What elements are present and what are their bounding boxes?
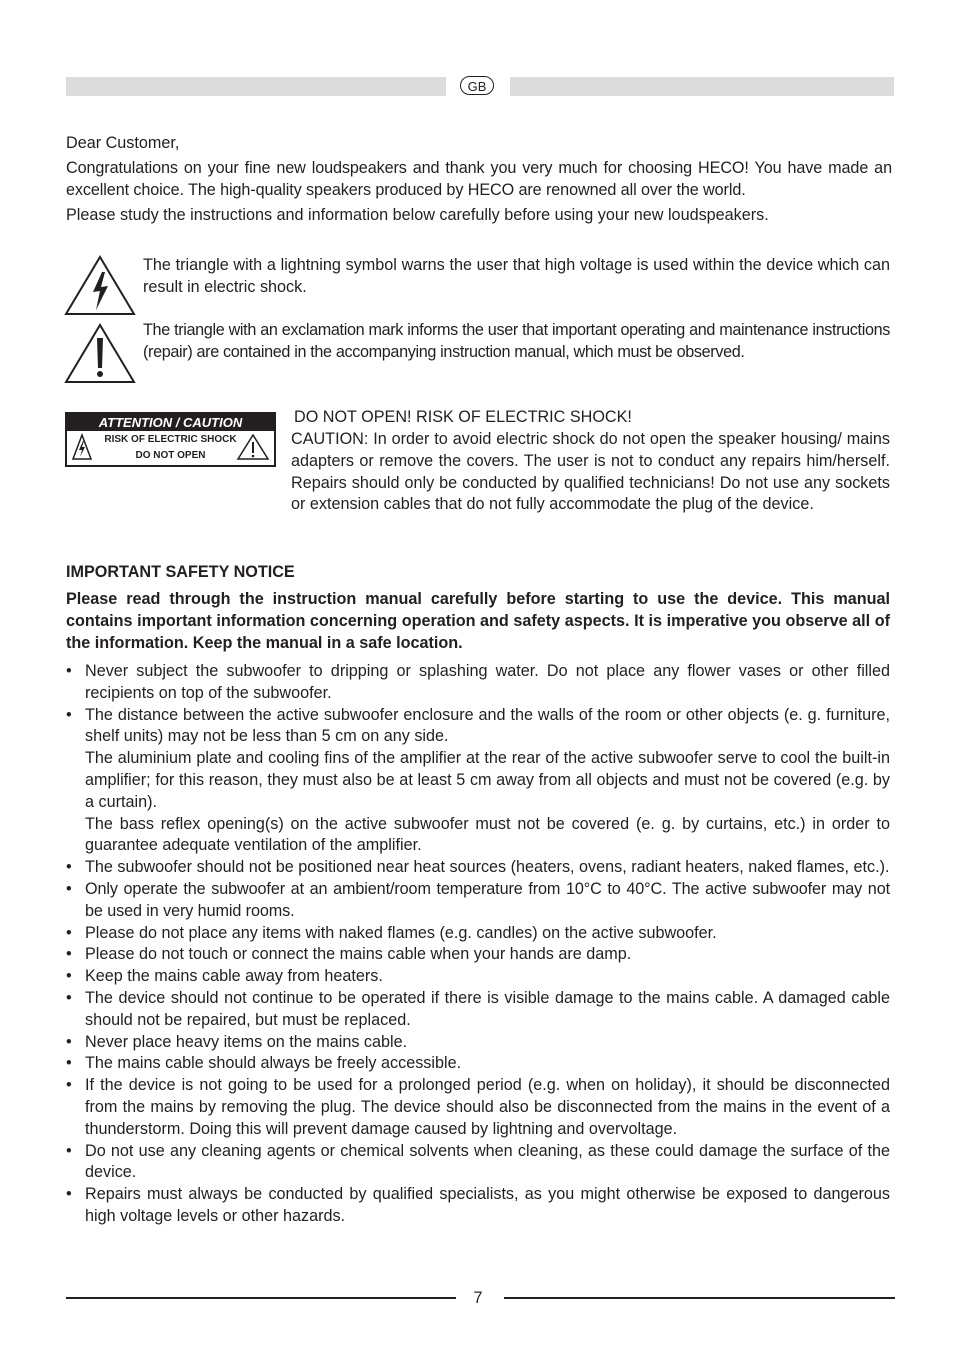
exclamation-warning-text: The triangle with an exclamation mark informs the user that important operating and maintenance instructions (repair) are contained in the accompanying instruction manual, which must be observed.: [143, 321, 890, 361]
caution-label-heading: ATTENTION / CAUTION: [67, 414, 274, 431]
safety-intro: Please read through the instruction manual carefully before starting to use the device. This manual contains important information concerning operation and safety aspects. It is imperative you observe all of the information. Keep the manual in a safe location.: [66, 590, 890, 652]
list-item: • Never place heavy items on the mains cable.: [66, 1032, 890, 1054]
lightning-warning-text: The triangle with a lightning symbol warns the user that high voltage is used within the device which can result in electric shock.: [143, 256, 890, 296]
exclamation-warning-icon: [236, 432, 270, 462]
list-item: • Please do not place any items with naked flames (e.g. candles) on the active subwoofer.: [66, 923, 890, 945]
caution-label-line-2: DO NOT OPEN: [135, 450, 206, 461]
list-item: • Do not use any cleaning agents or chemical solvents when cleaning, as these could damage the surface of the device.: [66, 1141, 890, 1185]
safety-list: [66, 661, 890, 1228]
list-item: • Keep the mains cable away from heaters.: [66, 966, 890, 988]
list-item: • Never subject the subwoofer to dripping or splashing water. Do not place any flower vases or other filled recipients on top of the subwoofer.: [66, 661, 890, 705]
safety-heading: IMPORTANT SAFETY NOTICE: [66, 563, 295, 581]
list-item: • The device should not continue to be operated if there is visible damage to the mains cable. A damaged cable should not be repaired, but must be replaced.: [66, 988, 890, 1032]
caution-title: DO NOT OPEN! RISK OF ELECTRIC SHOCK!: [294, 408, 632, 426]
caution-label-line-1: RISK OF ELECTRIC SHOCK: [104, 434, 237, 445]
list-item: • Please do not touch or connect the mains cable when your hands are damp.: [66, 944, 890, 966]
list-item: • Only operate the subwoofer at an ambient/room temperature from 10°C to 40°C. The active subwoofer may not be used in very humid rooms.: [66, 879, 890, 923]
list-item: • Repairs must always be conducted by qualified specialists, as you might otherwise be exposed to dangerous high voltage levels or other hazards.: [66, 1184, 890, 1228]
page-number: 7: [473, 1289, 483, 1307]
language-badge: GB: [460, 76, 494, 95]
lightning-warning-icon: [64, 254, 136, 316]
intro-paragraph-1: Congratulations on your fine new loudspeakers and thank you very much for choosing HECO! You have made an excellent choice. The high-quality speakers produced by HECO are renowned all over the world.: [66, 159, 892, 199]
footer-rule-left: [66, 1297, 456, 1299]
list-item: • The distance between the active subwoofer enclosure and the walls of the room or other objects (e. g. furniture, shelf units) may not be less than 5 cm on any side. The aluminium plate and cooling fins of the amplifier at the rear of the active subwoofer serve to cool the built-in amplifier; for this reason, they must also be at least 5 cm away from all objects and must not be covered (e.g. by a curtain). The bass reflex opening(s) on the active subwoofer must not be covered (e. g. by curtains, etc.) in order to guarantee adequate ventilation of the amplifier.: [66, 705, 890, 858]
footer-rule-right: [504, 1297, 895, 1299]
exclamation-warning-icon: [64, 322, 136, 384]
salutation: Dear Customer,: [66, 134, 180, 152]
intro-paragraph-2: Please study the instructions and information below carefully before using your new loudspeakers.: [66, 206, 769, 224]
list-item: • The mains cable should always be freely accessible.: [66, 1053, 890, 1075]
list-item: • The subwoofer should not be positioned near heat sources (heaters, ovens, radiant heaters, naked flames, etc.).: [66, 857, 890, 879]
header-bar-right: [510, 77, 894, 96]
header-bar-left: [66, 77, 446, 96]
caution-body: CAUTION: In order to avoid electric shock do not open the speaker housing/ mains adapters or remove the covers. The user is not to conduct any repairs him/herself. Repairs should only be conducted by qualified technicians! Do not use any sockets or extension cables that do not fully accommodate the plug of the device.: [291, 430, 890, 514]
caution-label: [65, 412, 276, 467]
list-item: • If the device is not going to be used for a prolonged period (e.g. when on holiday), it should be disconnected from the mains by removing the plug. The device should also be disconnected from the mains in the event of a thunderstorm. Doing this will prevent damage caused by lightning and overvoltage.: [66, 1075, 890, 1140]
